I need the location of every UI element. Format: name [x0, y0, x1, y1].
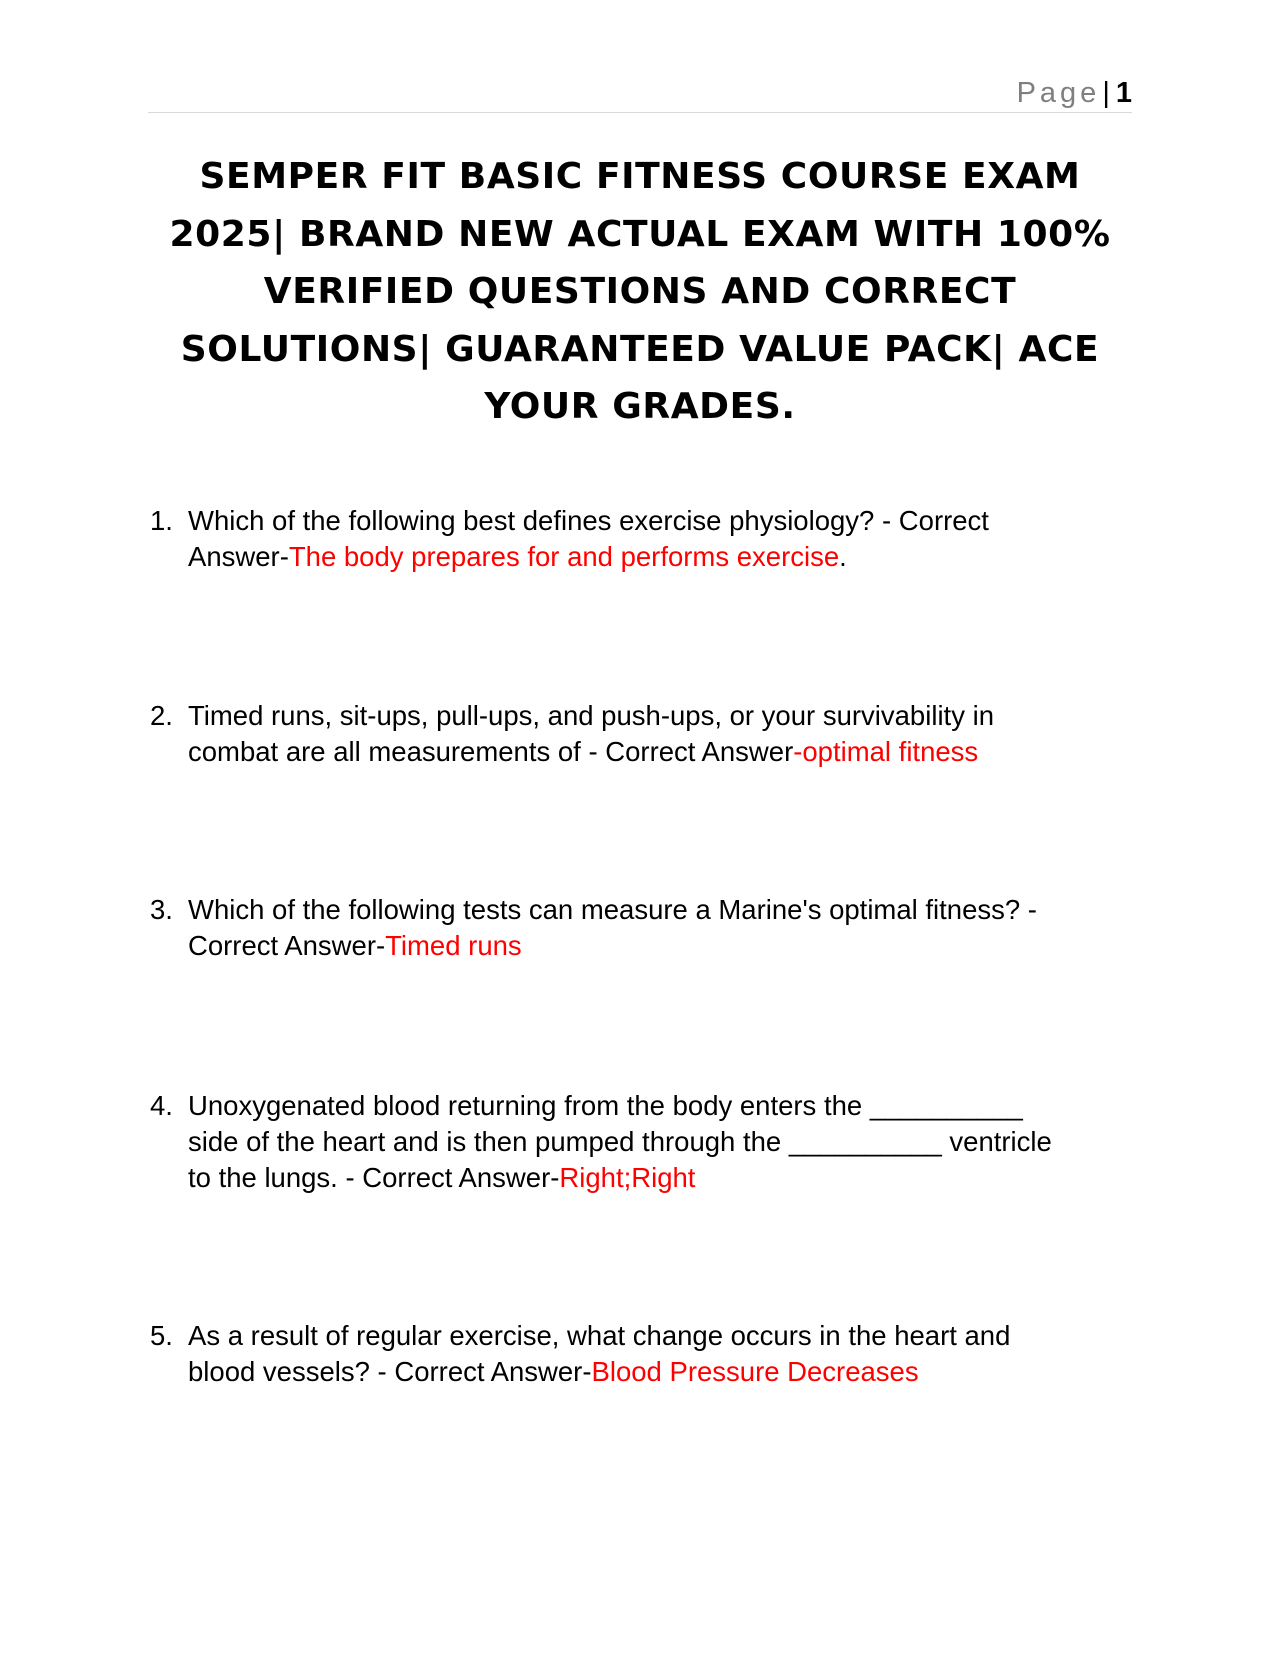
question-number: 1.: [150, 505, 173, 536]
question-text-block: [188, 1318, 1068, 1390]
correct-answer: Right;Right: [559, 1162, 696, 1193]
question-item: [148, 1318, 1132, 1390]
question-text: Unoxygenated blood returning from the body enters the __________ side of the heart and is then pumped through the __________ ventricle to the lungs. - Correct Answer-: [188, 1090, 1052, 1193]
question-number: 4.: [150, 1090, 173, 1121]
correct-answer: The body prepares for and performs exercise: [288, 541, 840, 572]
question-text: Timed runs, sit-ups, pull-ups, and push-ups, or your survivability in combat are all measurements of - Correct Answer: [188, 700, 994, 767]
question-text-block: [188, 1088, 1068, 1196]
question-number: 2.: [150, 700, 173, 731]
page-separator: |: [1102, 77, 1110, 109]
question-text-block: [188, 698, 1068, 770]
answer-suffix: .: [839, 541, 847, 572]
page-header: [148, 72, 1132, 113]
document-title: SEMPER FIT BASIC FITNESS COURSE EXAM 2025| BRAND NEW ACTUAL EXAM WITH 100% VERIFIED QUESTIONS AND CORRECT SOLUTIONS| GUARANTEED VALUE PACK| ACE YOUR GRADES.: [169, 156, 1111, 427]
question-item: [148, 892, 1132, 964]
page-label: Page: [1016, 77, 1101, 109]
correct-answer: Timed runs: [385, 930, 522, 961]
correct-answer: Blood Pressure Decreases: [591, 1356, 919, 1387]
page-number-value: 1: [1115, 77, 1132, 109]
question-text-block: [188, 503, 1068, 575]
question-text: Which of the following tests can measure a Marine's optimal fitness? - Correct Answer-: [188, 894, 1037, 961]
question-text: As a result of regular exercise, what change occurs in the heart and blood vessels? - Correct Answer-: [188, 1320, 1011, 1387]
question-text: Which of the following best defines exercise physiology? - Correct Answer-: [188, 505, 989, 572]
question-item: [148, 698, 1132, 770]
question-text-block: [188, 892, 1068, 964]
question-number: 5.: [150, 1320, 173, 1351]
correct-answer: -optimal fitness: [793, 736, 979, 767]
question-number: 3.: [150, 894, 173, 925]
question-item: [148, 1088, 1132, 1196]
page-number: [1017, 76, 1132, 110]
question-item: [148, 503, 1132, 575]
